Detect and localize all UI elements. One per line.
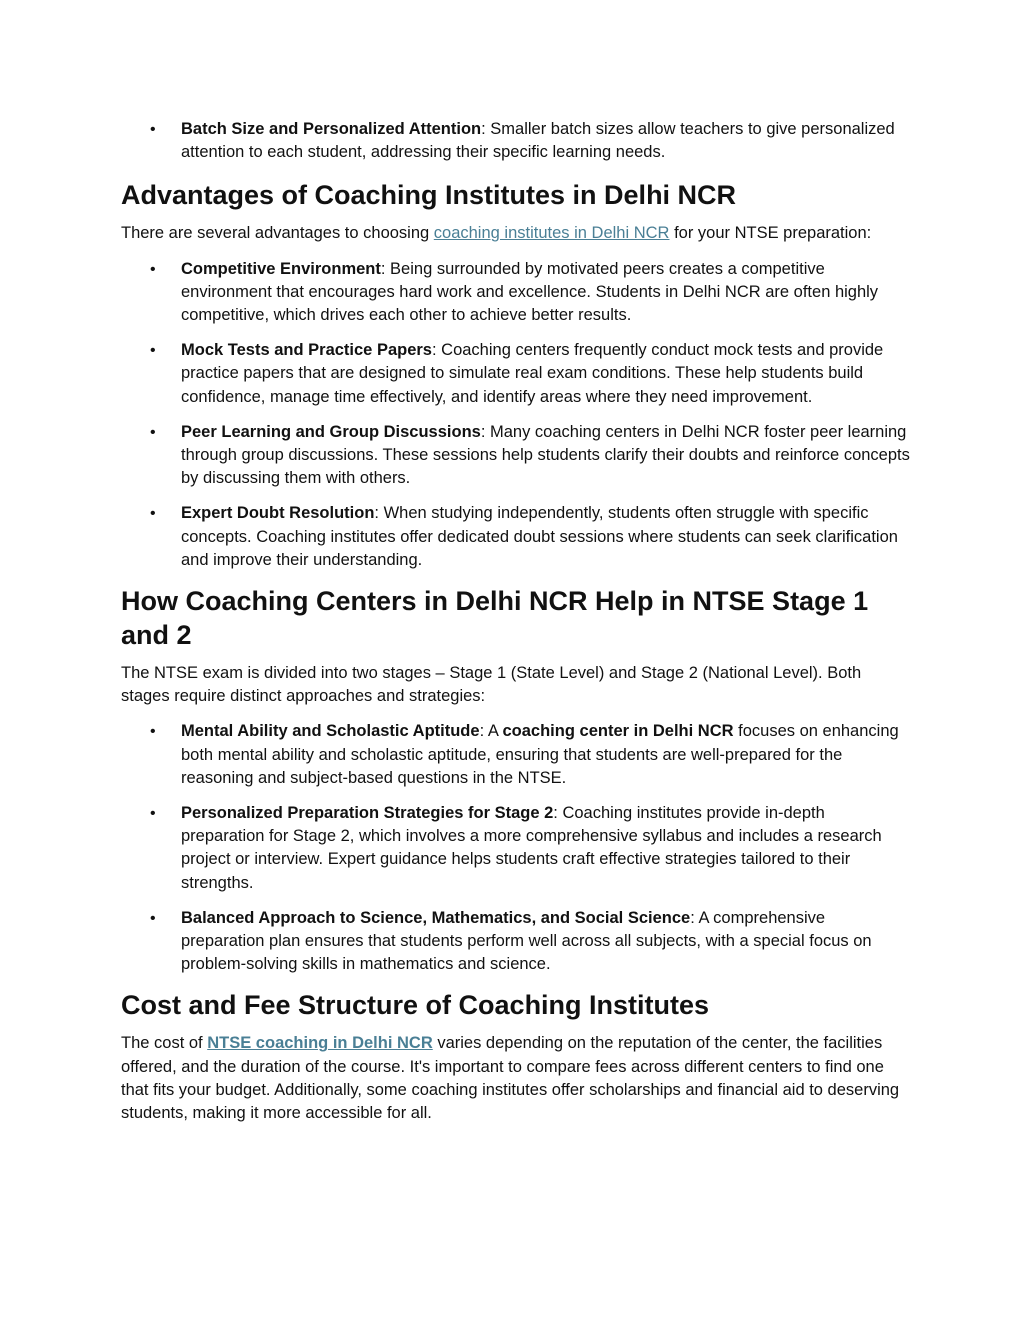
heading-advantages: Advantages of Coaching Institutes in Delhi NCR bbox=[121, 180, 737, 211]
item-title: Batch Size and Personalized Attention bbox=[181, 120, 482, 138]
item-title: Balanced Approach to Science, Mathematics, and Social Science bbox=[181, 908, 691, 927]
item-title: Expert Doubt Resolution bbox=[181, 504, 375, 523]
stages-list bbox=[121, 720, 911, 976]
item-title: Personalized Preparation Strategies for Stage 2 bbox=[181, 804, 554, 823]
list-item: • Mental Ability and Scholastic Aptitude: A coaching center in Delhi NCR focuses on enhancing both mental ability and scholastic aptitude, ensuring that students are well-prepared for the reasoning and subject-based questions in the NTSE. bbox=[121, 720, 911, 790]
document-content bbox=[121, 118, 911, 1137]
heading-cost: Cost and Fee Structure of Coaching Institutes bbox=[121, 990, 710, 1021]
item-text: : Smaller batch sizes allow teachers to give personalized attention to each student, addressing their specific learning needs. bbox=[181, 120, 895, 162]
list-item bbox=[121, 802, 911, 895]
list-item bbox=[121, 118, 911, 164]
advantages-list bbox=[121, 258, 911, 572]
coaching-institutes-link[interactable]: coaching institutes in Delhi NCR bbox=[433, 224, 670, 243]
cost-paragraph: The cost of NTSE coaching in Delhi NCR varies depending on the reputation of the center, the facilities offered, and the duration of the course. It's important to compare fees across different centers to find one that fits your budget. Additionally, some coaching institutes offer scholarships and financial aid to deserving students, making it more accessible for all. bbox=[121, 1034, 900, 1123]
list-item bbox=[121, 502, 911, 572]
intro-bullet-list bbox=[121, 118, 911, 164]
stages-intro: The NTSE exam is divided into two stages – Stage 1 (State Level) and Stage 2 (National Level). Both stages require distinct approaches and strategies: bbox=[121, 664, 862, 706]
item-text: : Being surrounded by motivated peers creates a competitive environment that encourages hard work and excellence. Students in Delhi NCR are often highly competitive, which drives each other to achieve better results. bbox=[181, 259, 879, 325]
item-text: : Many coaching centers in Delhi NCR foster peer learning through group discussions. These sessions help students clarify their doubts and reinforce concepts by discussing them with others. bbox=[181, 422, 910, 488]
item-title: Mock Tests and Practice Papers bbox=[181, 341, 432, 360]
ntse-coaching-link[interactable]: NTSE coaching in Delhi NCR bbox=[207, 1034, 433, 1053]
item-text: : When studying independently, students often struggle with specific concepts. Coaching institutes offer dedicated doubt sessions where students can seek clarification and improve their understanding. bbox=[181, 504, 898, 569]
heading-stages: How Coaching Centers in Delhi NCR Help in NTSE Stage 1 and 2 bbox=[121, 586, 869, 651]
advantages-intro: There are several advantages to choosing coaching institutes in Delhi NCR for your NTSE preparation: bbox=[121, 224, 872, 243]
list-item bbox=[121, 421, 911, 491]
list-item bbox=[121, 339, 911, 409]
item-text: : Coaching centers frequently conduct mock tests and provide practice papers that are designed to simulate real exam conditions. These help students build confidence, manage time effectively, and identify areas where they need improvement. bbox=[181, 341, 884, 406]
item-title: Peer Learning and Group Discussions bbox=[181, 422, 481, 441]
item-text: : Coaching institutes provide in-depth preparation for Stage 2, which involves a more comprehensive syllabus and includes a research project or interview. Expert guidance helps students craft effective strategies tailored to their strengths. bbox=[181, 804, 882, 892]
item-title: Mental Ability and Scholastic Aptitude bbox=[181, 722, 480, 741]
list-item bbox=[121, 907, 911, 977]
list-item bbox=[121, 258, 911, 328]
item-text: : A comprehensive preparation plan ensures that students perform well across all subjects, with a special focus on problem-solving skills in mathematics and science. bbox=[181, 908, 872, 974]
item-title: Competitive Environment bbox=[181, 259, 381, 278]
